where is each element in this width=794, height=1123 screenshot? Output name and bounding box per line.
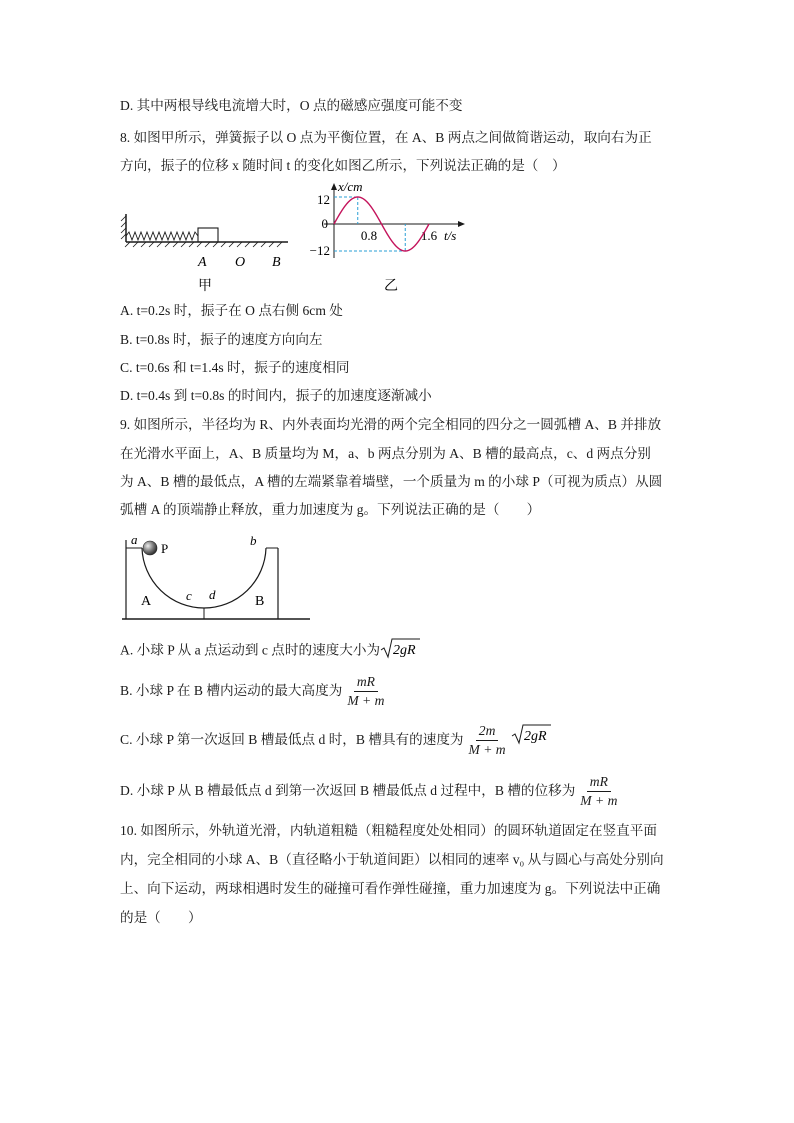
sqrt-2gR: [511, 723, 551, 759]
q9-option-d: [120, 773, 622, 809]
denominator: M + m: [347, 693, 385, 709]
q8-option-d: D. t=0.4s 到 t=0.8s 的时间内，振子的加速度逐渐减小: [120, 388, 432, 403]
label-B: B: [255, 594, 265, 609]
sqrt-2gR: [380, 637, 420, 666]
q8-option-a: A. t=0.2s 时，振子在 O 点右侧 6cm 处: [120, 303, 343, 318]
oscillator-block: [198, 228, 218, 242]
q9-option-c: [120, 722, 551, 759]
x-axis-label: t/s: [444, 228, 457, 243]
ball-P: [143, 541, 157, 555]
caption-yi: 乙: [384, 279, 398, 294]
label-a: a: [131, 532, 138, 547]
q8-stem-line-1: 8. 如图甲所示，弹簧振子以 O 点为平衡位置，在 A、B 两点之间做简谐运动，取向右为正: [120, 130, 652, 145]
q7-option-d: D. 其中两根导线电流增大时，O 点的磁感应强度可能不变: [120, 98, 463, 113]
q9-option-c-text: C. 小球 P 第一次返回 B 槽最低点 d 时，B 槽具有的速度为: [120, 732, 464, 747]
q9-option-a: [120, 637, 420, 666]
q9-stem-line-2: 在光滑水平面上，A、B 质量均为 M，a、b 两点分别为 A、B 槽的最高点，c、d 两点分别: [120, 446, 651, 461]
numerator: mR: [587, 774, 611, 792]
caption-jia: 甲: [198, 279, 212, 294]
q10-stem-line-2: 内，完全相同的小球 A、B（直径略小于轨道间距）以相同的速率 v₀ 从与圆心与高处分别向: [120, 852, 664, 867]
q9-option-b-text: B. 小球 P 在 B 槽内运动的最大高度为: [120, 683, 343, 698]
spring: [126, 232, 198, 240]
x-tick-label-0.8: 0.8: [360, 228, 378, 243]
denominator: M + m: [580, 793, 618, 809]
fraction-mR-over-Mm: [577, 774, 620, 809]
y-tick-label-0: 0: [321, 216, 328, 231]
label-d: d: [209, 587, 216, 602]
y-axis-label: x/cm: [338, 179, 363, 194]
q9-option-d-text: D. 小球 P 从 B 槽最低点 d 到第一次返回 B 槽最低点 d 过程中，B 槽的位移为: [120, 783, 576, 798]
q10-stem-line-1: 10. 如图所示，外轨道光滑，内轨道粗糙（粗糙程度处处相同）的圆环轨道固定在竖直平面: [120, 823, 657, 838]
q9-stem-line-3: 为 A、B 槽的最低点，A 槽的左端紧靠着墙壁，一个质量为 m 的小球 P（可视为质点）从圆: [120, 474, 663, 489]
q9-stem-line-4: 弧槽 A 的顶端静止释放，重力加速度为 g。下列说法正确的是（ ）: [120, 502, 541, 517]
label-A: A: [198, 255, 207, 270]
q10-stem-line-3: 上、向下运动，两球相遇时发生的碰撞可看作弹性碰撞，重力加速度为 g。下列说法中正确: [120, 881, 661, 896]
q9-stem-line-1: 9. 如图所示，半径均为 R、内外表面均光滑的两个完全相同的四分之一圆弧槽 A、B 并排放: [120, 417, 662, 432]
q9-option-b: [120, 673, 389, 709]
y-tick-label-minus-12: −12: [309, 243, 330, 258]
q8-option-c: C. t=0.6s 和 t=1.4s 时，振子的速度相同: [120, 360, 350, 375]
q8-stem-line-2: 方向，振子的位移 x 随时间 t 的变化如图乙所示，下列说法正确的是（ ）: [120, 158, 566, 173]
numerator: mR: [354, 674, 378, 692]
fraction-mR-over-Mm: [344, 674, 387, 709]
q9-option-a-text: A. 小球 P 从 a 点运动到 c 点时的速度大小为: [120, 642, 381, 658]
label-P: P: [161, 541, 169, 556]
x-tick-label-1.6: 1.6: [420, 228, 438, 243]
label-A: A: [141, 594, 152, 609]
grooves-figure: [118, 528, 318, 628]
label-b: b: [250, 533, 257, 548]
numerator: 2m: [476, 723, 499, 741]
label-O: O: [235, 255, 246, 270]
label-c: c: [186, 588, 192, 603]
sqrt-2gR-text: 2gR: [393, 643, 416, 658]
sqrt-2gR-text: 2gR: [523, 728, 547, 744]
groove-a-arc: [142, 548, 204, 608]
y-tick-label-12: 12: [317, 192, 330, 207]
displacement-time-chart: [296, 178, 476, 298]
label-B: B: [272, 255, 281, 270]
q10-stem-line-4: 的是（ ）: [120, 910, 202, 925]
spring-oscillator-figure: [118, 206, 293, 296]
q8-option-b: B. t=0.8s 时，振子的速度方向向左: [120, 332, 323, 347]
fraction-2m-over-Mm: [466, 723, 509, 758]
denominator: M + m: [468, 742, 506, 758]
